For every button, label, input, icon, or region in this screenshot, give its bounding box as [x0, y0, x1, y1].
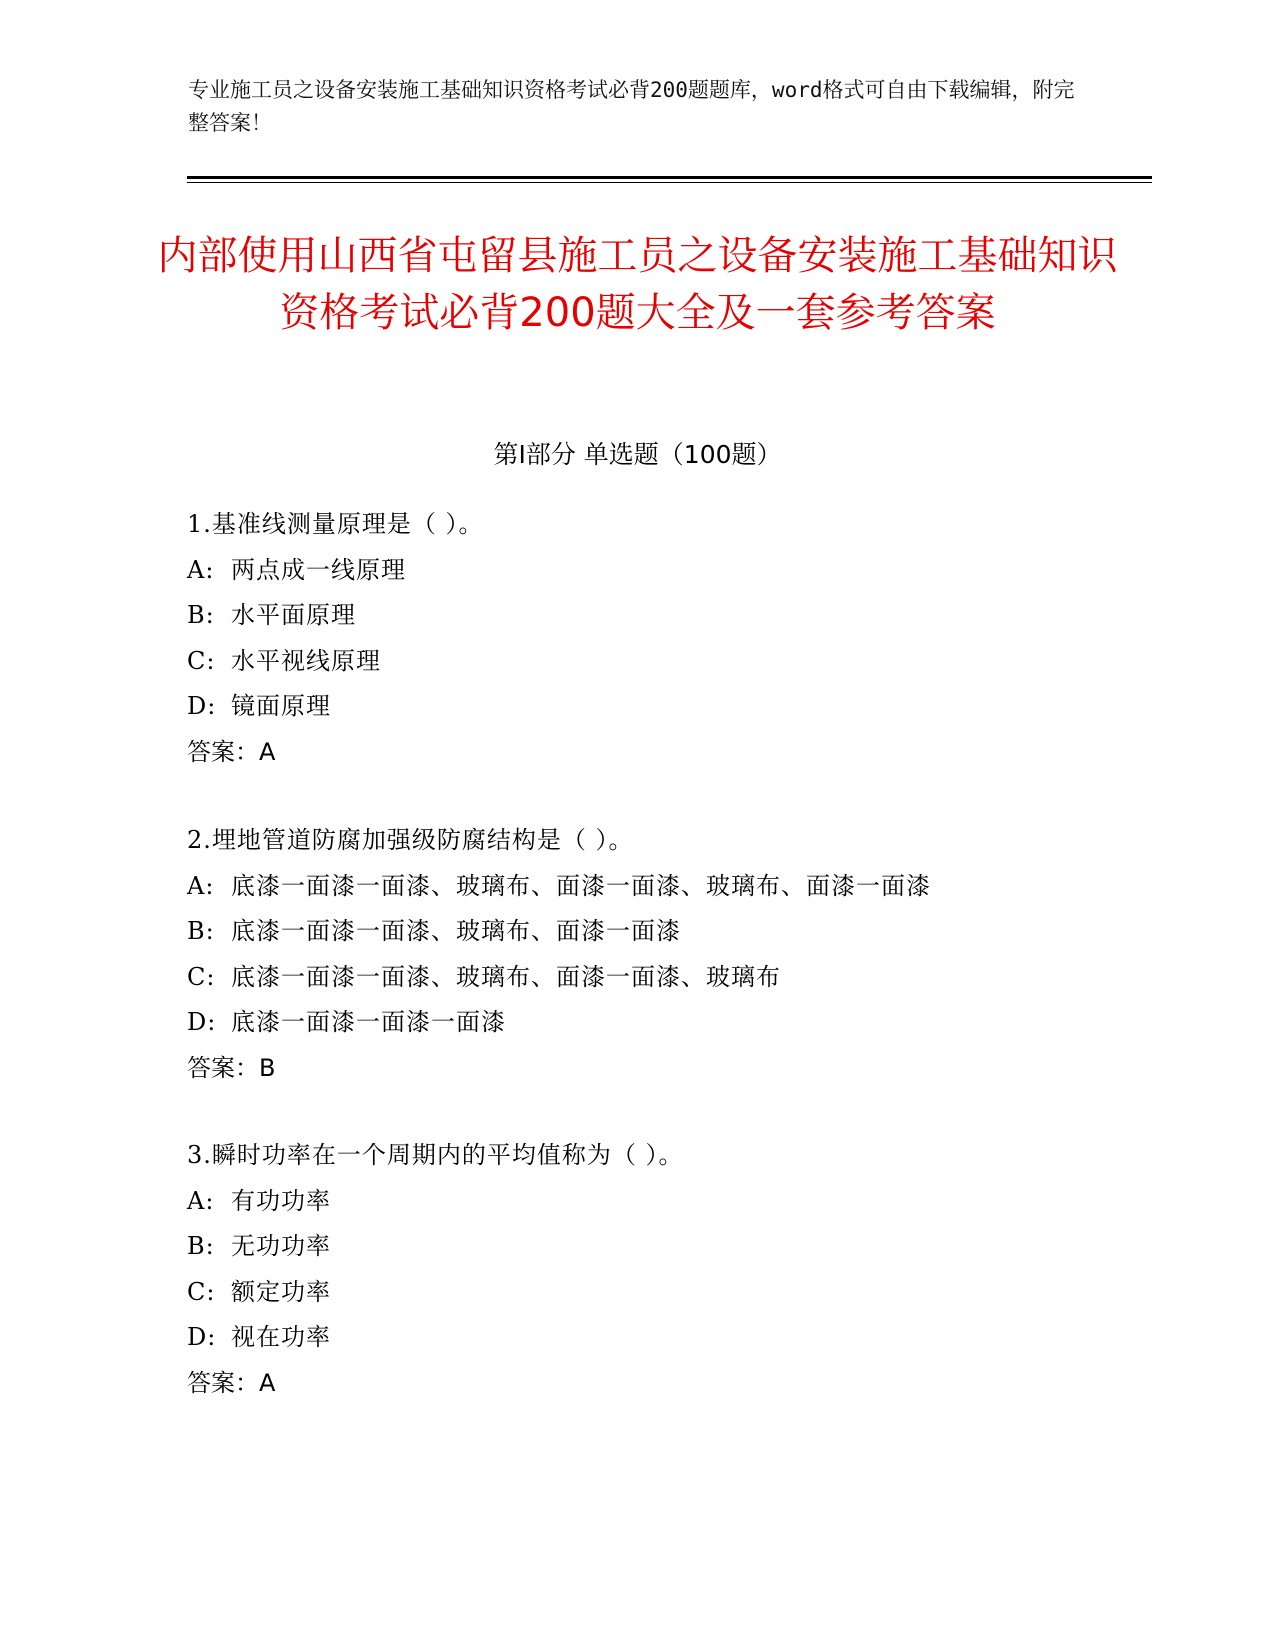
- option-text: 视在功率: [231, 1323, 331, 1351]
- option-text: 有功功率: [231, 1186, 331, 1215]
- option-text: 底漆一面漆一面漆、玻璃布、面漆一面漆、玻璃布、面漆一面漆: [231, 871, 931, 900]
- option-text: 额定功率: [231, 1277, 331, 1306]
- option-c: [187, 639, 1137, 685]
- answer-line: 答案：A: [187, 1368, 276, 1397]
- option-text: 水平面原理: [231, 601, 356, 629]
- question-3: [187, 1133, 1137, 1406]
- option-text: 底漆一面漆一面漆一面漆: [231, 1008, 506, 1036]
- answer-line: 答案：A: [187, 737, 276, 766]
- option-label: C:: [187, 646, 216, 675]
- option-text: 两点成一线原理: [231, 555, 406, 584]
- option-b: [187, 1224, 1137, 1270]
- option-a: [187, 1179, 1137, 1225]
- option-a: [187, 548, 1137, 594]
- option-b: [187, 593, 1137, 639]
- option-label: D:: [187, 1323, 217, 1351]
- option-label: A:: [187, 1186, 215, 1215]
- option-label: D:: [187, 692, 217, 720]
- question-stem: 3.瞬时功率在一个周期内的平均值称为（ ）。: [187, 1141, 684, 1169]
- section-heading: 第Ⅰ部分 单选题（100题）: [493, 440, 782, 469]
- option-label: D:: [187, 1008, 217, 1036]
- option-d: [187, 1000, 1137, 1046]
- option-text: 无功功率: [231, 1232, 331, 1260]
- option-text: 底漆一面漆一面漆、玻璃布、面漆一面漆: [231, 917, 681, 945]
- question-2: [187, 818, 1137, 1091]
- question-stem: 1.基准线测量原理是（ ）。: [187, 510, 484, 538]
- question-stem: 2.埋地管道防腐加强级防腐结构是（ ）。: [187, 826, 634, 854]
- header-note: 专业施工员之设备安装施工基础知识资格考试必背200题题库，word格式可自由下载编辑，附完整答案！: [188, 78, 1075, 135]
- option-b: [187, 909, 1137, 955]
- option-label: B:: [187, 601, 215, 629]
- question-1: [187, 502, 1137, 775]
- option-d: [187, 684, 1137, 730]
- option-label: B:: [187, 1232, 215, 1260]
- option-label: A:: [187, 555, 215, 584]
- option-c: [187, 1270, 1137, 1316]
- option-c: [187, 955, 1137, 1001]
- option-text: 镜面原理: [231, 692, 331, 720]
- document-title: 内部使用山西省屯留县施工员之设备安装施工基础知识资格考试必背200题大全及一套参考答案: [157, 233, 1118, 336]
- option-label: B:: [187, 917, 215, 945]
- answer-line: 答案：B: [187, 1053, 276, 1082]
- option-d: [187, 1315, 1137, 1361]
- option-text: 底漆一面漆一面漆、玻璃布、面漆一面漆、玻璃布: [231, 962, 781, 991]
- option-label: C:: [187, 1277, 216, 1306]
- option-label: A:: [187, 871, 215, 900]
- option-label: C:: [187, 962, 216, 991]
- header-divider-thin: [187, 182, 1152, 183]
- header-divider-thick: [187, 176, 1152, 179]
- option-a: [187, 864, 1137, 910]
- option-text: 水平视线原理: [231, 646, 381, 675]
